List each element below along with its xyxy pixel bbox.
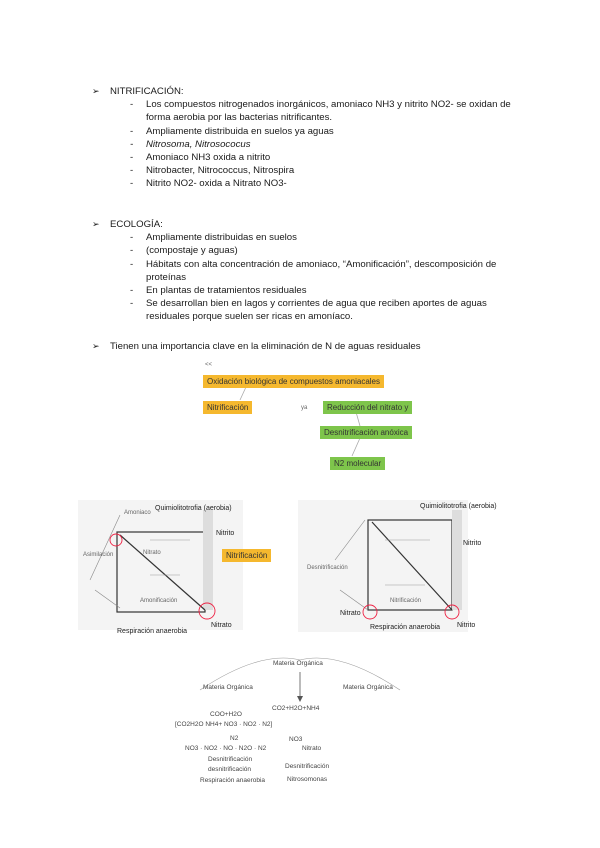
list-item: - Amoniaco NH3 oxida a nitrito [130, 151, 532, 164]
cycle-left-small-label: Amonificación [140, 598, 178, 604]
bottom-no3: NO3 [289, 736, 303, 743]
bottom-center-label: CO2+H2O+NH4 [272, 705, 320, 712]
cycle-right-top-label: Quimiolitotrofia (aerobia) [420, 503, 497, 510]
flow-box-oxidacion: Oxidación biológica de compuestos amoniacales [203, 375, 384, 388]
flow-box-desnitrificacion: Desnitrificación anóxica [320, 426, 412, 439]
cycle-left-nitrato-label: Nitrato [211, 622, 232, 629]
flow-connector-text: ya [301, 405, 308, 411]
cycle-right-nitrito-bottom-label: Nitrito [457, 622, 476, 629]
bottom-desn-1: Desnitrificación [208, 756, 253, 763]
flow-marker: << [205, 362, 213, 368]
flow-box-n2: N2 molecular [330, 457, 385, 470]
bottom-desn-2: desnitrificación [208, 766, 251, 773]
cycle-right-small-label: Desnitrificación [307, 565, 348, 571]
bottom-left-label: Materia Orgánica [203, 684, 253, 691]
bottom-resp: Respiración anaerobia [200, 777, 266, 784]
list-item: - Hábitats con alta concentración de amoniaco, “Amonificación”, descomposición de proteínas [130, 258, 532, 284]
list-item: - Se desarrollan bien en lagos y corrientes de agua que reciben aportes de aguas residuales porque suelen ser ricas en amoníaco. [130, 297, 532, 323]
cycle-right-nitrito-top-label: Nitrito [463, 540, 482, 547]
list-item: - (compostaje y aguas) [130, 244, 532, 257]
cycle-left-nitrificacion-tag: Nitrificación [222, 549, 271, 562]
list-item: - Nitrito NO2- oxida a Nitrato NO3- [130, 177, 532, 190]
cycle-left-small-label: Nitrato [143, 550, 161, 556]
bottom-formula: [CO2H2O NH4+ NO3 · NO2 · N2] [175, 721, 273, 728]
flow-box-nitrificacion: Nitrificación [203, 401, 252, 414]
importancia-text: Tienen una importancia clave en la eliminación de N de aguas residuales [110, 341, 421, 352]
cycle-left-top-label: Quimiolitotrofia (aerobia) [155, 505, 232, 512]
list-item: - Ampliamente distribuidas en suelos [130, 231, 532, 244]
cycle-right-small-label: Nitrificación [390, 598, 422, 604]
cycle-left-nitrito-label: Nitrito [216, 530, 235, 537]
ecologia-heading: ECOLOGÍA: [110, 219, 163, 230]
list-item: - Ampliamente distribuida en suelos ya aguas [130, 125, 532, 138]
bottom-desn-right: Desnitrificación [285, 763, 330, 770]
bottom-nitrosomonas: Nitrosomonas [287, 776, 328, 783]
cycle-left-bottom-label: Respiración anaerobia [117, 628, 188, 635]
list-item: - Los compuestos nitrogenados inorgánicos, amoniaco NH3 y nitrito NO2- se oxidan de forma aerobia por las bacterias nitrificantes. [130, 98, 532, 124]
cycle-right-bottom-label: Respiración anaerobia [370, 624, 441, 631]
bottom-nitrato: Nitrato [302, 745, 322, 752]
arrow-bullet-icon: ➢ [92, 219, 100, 229]
list-item: - Nitrobacter, Nitrococcus, Nitrospira [130, 164, 532, 177]
bottom-coo-label: COO+H2O [210, 711, 242, 718]
list-item: - En plantas de tratamientos residuales [130, 284, 532, 297]
arrow-bullet-icon: ➢ [92, 86, 100, 96]
bottom-right-label: Materia Orgánica [343, 684, 393, 691]
list-item: - Nitrosoma, Nitrosococus [130, 138, 532, 151]
cycle-left-small-label: Asimilación [83, 552, 114, 558]
arrow-bullet-icon: ➢ [92, 341, 100, 351]
bottom-no3-line: NO3 · NO2 · NO · N2O · N2 [185, 745, 267, 752]
nitrificacion-heading: NITRIFICACIÓN: [110, 86, 184, 97]
cycle-left-small-label: Amoniaco [124, 510, 151, 516]
bottom-center-top: Materia Orgánica [273, 660, 323, 667]
cycle-right-nitrato-label: Nitrato [340, 610, 361, 617]
bottom-n2: N2 [230, 735, 239, 742]
flow-box-reduccion: Reducción del nitrato y [323, 401, 412, 414]
